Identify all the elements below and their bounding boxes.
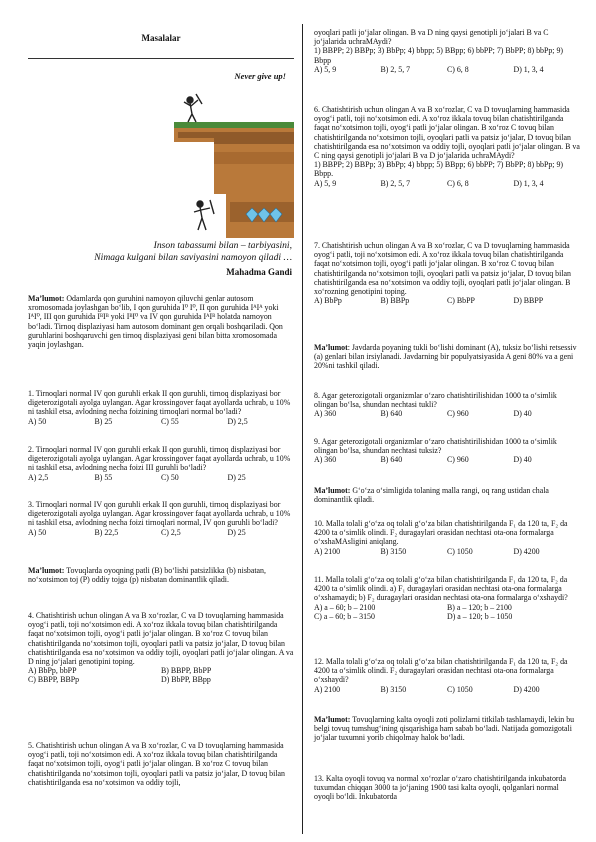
question-text: 1. Tirnoqlari normal IV qon guruhli erkak II qon guruhli, tirnoq displaziyasi bor digeterozigotali ayolga uylangan. Agar krossingover faqat ayollarda uchrab, u 10% ni tashkil etsa, avlodning necha foizining tirnoqlari normal bo‘ladi? [28, 389, 291, 417]
answer-options [314, 65, 580, 74]
option-b: B) 3150 [380, 546, 407, 556]
column-divider [302, 24, 303, 834]
option-c: C) BBPP, BBPp [28, 675, 80, 685]
option-b: B) 2, 5, 7 [380, 64, 411, 74]
option-b: B) 55 [94, 472, 113, 482]
option-a: A) 360 [314, 409, 337, 419]
answer-options [314, 547, 580, 556]
answer-options [28, 528, 294, 537]
option-c: C) 6, 8 [447, 178, 469, 188]
option-c: C) BbPP [447, 296, 475, 306]
option-a: A) 5, 9 [314, 64, 337, 74]
question-text: 6. Chatishtirish uchun olingan A va B xo‘rozlar, C va D tovuqlarning hammasida oyog‘i patli, toji no‘xotsimon edi. A xo‘roz ikkala tovuq bilan chatishtirilganda faqat no‘xotsimon tojli, oyog‘i patli jo‘jalar olingan. B xo‘roz C tovuq bilan chatishtirilganda no‘xotsimon tojli, oyoqlari patli va patsiz jo‘jalar, D tovuq bilan chatishtirilganda esa no‘xotsimon va oddiy tojli, oyoqlari patli jo‘jalar olingan. B va C ning qaysi genotipli jo‘jalari B va D jo‘jalarida uchraMAydi? [314, 105, 580, 161]
page-title: Masalalar [141, 33, 181, 43]
option-d: D) BBPP [513, 296, 544, 306]
quote-author: Mahadma Gandi [226, 267, 292, 277]
option-b: B) 2, 5, 7 [380, 178, 411, 188]
genotype-list: 1) BBPP; 2) BBPp; 3) BbPp; 4) bbpp; 5) BBpp; 6) bbPP; 7) BbPP; 8) bbPp; 9) Bbpp. [314, 160, 564, 179]
info-block-short-legs [314, 715, 580, 743]
option-d: D) 1, 3, 4 [513, 178, 544, 188]
question-5-continued [314, 28, 580, 74]
answer-options [314, 409, 580, 418]
info-text: G‘o‘za o‘simligida tolaning malla rangi, oq rang ustidan chala dominantlik qiladi. [314, 486, 549, 505]
option-a: A) 50 [28, 527, 47, 537]
option-c: C) 2,5 [161, 527, 181, 537]
option-d: D) 25 [227, 472, 246, 482]
question-text: 7. Chatishtirish uchun olingan A va B xo‘rozlar, C va D tovuqlarning hammasida oyog‘i patli, toji no‘xotsimon edi. A xo‘roz ikkala tovuq bilan chatishtirilganda faqat no‘xotsimon tojli, oyog‘i patli jo‘jalar olingan. B xo‘roz C tovuq bilan chatishtirilganda no‘xotsimon tojli, oyoqlari patli va patsiz jo‘jalar, D tovuq bilan chatishtirilganda esa no‘xotsimon va oddiy tojli, oyoqlari patli jo‘jalar olingan. B xo‘rozning genotipini toping. [314, 241, 571, 297]
question-text: 8. Agar geterozigotali organizmlar o‘zaro chatishtirilishidan 1000 ta o‘simlik olingan bo‘lsa, shundan nechtasi tukli? [314, 391, 557, 410]
genotype-list: 1) BBPP; 2) BBPp; 3) BbPp; 4) bbpp; 5) BBpp; 6) bbPP; 7) BbPP; 8) bbPp; 9) Bbpp [314, 46, 564, 65]
option-d: D) BbPP, BBpp [161, 675, 211, 685]
option-a: A) 50 [28, 416, 47, 426]
question-12 [314, 657, 580, 694]
option-b: B) 3150 [380, 684, 407, 694]
answer-options [314, 685, 580, 694]
quote-line-2: Nimaga kulgani bilan saviyasini namoyon qiladi … [94, 251, 292, 263]
option-b: B) BBPP, BbPP [161, 666, 212, 676]
option-b: B) BBPp [380, 296, 410, 306]
option-c: C) 1050 [447, 684, 473, 694]
question-text: 11. Malla tolali g‘o‘za oq tolali g‘o‘za bilan chatishtirilganda F₁ da 120 ta, F₂ da 4200 ta o‘simlik olindi. a) F₁ duragaylari orasidan nechtasi ota-ona formalarga o‘xshamaydi; b) F₂ duragaylari orasidan nechtasi ota-ona formalarga o‘xshaydi? [314, 575, 568, 603]
info-text: Tovuqlarning kalta oyoqli zoti polizlarni titkilab tashlamaydi, lekin bu belgi tovuq tumshug‘ining qisqarishiga ham sabab bo‘ladi. Natijada gomozigotali jo‘jalar tuxumni yorib chiqolmay halok bo‘ladi. [314, 715, 575, 743]
info-text: Tovuqlarda oyoqning patli (B) bo‘lishi patsizlikka (b) nisbatan, no‘xotsimon toj (P) oddiy tojga (p) nisbatan dominantlik qiladi. [28, 566, 266, 585]
option-a: A) 360 [314, 455, 337, 465]
question-text: 9. Agar geterozigotali organizmlar o‘zaro chatishtirilishidan 1000 ta o‘simlik olingan bo‘lsa, shundan nechtasi tuksiz? [314, 437, 557, 456]
option-c: C) 6, 8 [447, 64, 469, 74]
question-10 [314, 519, 580, 556]
answer-options [314, 179, 580, 188]
info-label: Ma’lumot [314, 343, 348, 352]
question-text: 10. Malla tolali g‘o‘za oq tolali g‘o‘za bilan chatishtirilganda F₁ da 120 ta, F₂ da 4200 ta o‘simlik olindi. F₂ duragaylari orasidan nechtasi ota-ona formalarga o‘xshaMAsligini aniqlang. [314, 519, 568, 547]
answer-options [314, 603, 580, 621]
option-a: A) BbPp, bbPP [28, 666, 77, 676]
question-text: 4. Chatishtirish uchun olingan A va B xo‘rozlar, C va D tovuqlarning hammasida oyog‘i patli, toji no‘xotsimon edi. A xo‘roz ikkala tovuq bilan chatishtirilganda faqat no‘xotsimon tojli, oyog‘i patli jo‘jalar olingan. B xo‘roz C tovuq bilan chatishtirilganda no‘xotsimon tojli, oyoqlari patli va patsiz jo‘jalar, D tovuq bilan chatishtirilganda esa no‘xotsimon va oddiy tojli, oyoqlari patli jo‘jalar olingan. A va D ning jo‘jalari genotipini toping. [28, 611, 294, 667]
option-d: D) 40 [513, 455, 532, 465]
question-8 [314, 391, 580, 419]
answer-options [314, 455, 580, 464]
info-block-chickens [28, 566, 294, 584]
option-b: B) 640 [380, 409, 403, 419]
option-d: D) 2,5 [227, 416, 248, 426]
info-label: Ma’lumot: [314, 486, 351, 495]
option-c: C) 55 [161, 416, 179, 426]
option-d: D) 4200 [513, 684, 540, 694]
option-d: D) 4200 [513, 546, 540, 556]
question-5 [28, 741, 294, 787]
answer-options [28, 417, 294, 426]
info-block-rye [314, 343, 580, 371]
answer-options [28, 666, 294, 684]
info-label: Ma’lumot: [314, 715, 351, 724]
option-a: A) 2100 [314, 546, 341, 556]
miner-illustration [134, 82, 294, 238]
question-3 [28, 500, 294, 537]
question-11 [314, 575, 580, 621]
info-text: : Javdarda poyaning tukli bo‘lishi dominant (A), tuksiz bo‘lishi retsessiv (a) genlari bilan irsiylanadi. Javdarning bir populyatsiyasida A geni 80% va a geni 20%ni tashkil qiladi. [314, 343, 577, 371]
option-a: A) a – 60; b – 2100 [314, 602, 376, 612]
info-label: Ma’lumot: [28, 294, 65, 303]
option-b: B) 640 [380, 455, 403, 465]
answer-options [28, 473, 294, 482]
question-6 [314, 105, 580, 188]
option-a: A) 5, 9 [314, 178, 337, 188]
question-7 [314, 241, 580, 305]
question-4 [28, 611, 294, 685]
info-block-blood-groups [28, 294, 294, 349]
question-text: 12. Malla tolali g‘o‘za oq tolali g‘o‘za bilan chatishtirilganda F₁ da 120 ta, F₂ da 4200 ta o‘simlik olindi. F₂ duragaylari orasidan nechtasi ota-ona formalarga o‘xshaydi? [314, 657, 568, 685]
option-c: C) 960 [447, 455, 469, 465]
option-a: A) 2,5 [28, 472, 49, 482]
question-text: oyoqlari patli jo‘jalar olingan. B va D ning qaysi genotipli jo‘jalari B va C jo‘jalarida uchraMAydi? [314, 28, 549, 47]
option-a: A) 2100 [314, 684, 341, 694]
question-text: 5. Chatishtirish uchun olingan A va B xo‘rozlar, C va D tovuqlarning hammasida oyog‘i patli, toji no‘xotsimon edi. A xo‘roz ikkala tovuq bilan chatishtirilganda faqat no‘xotsimon tojli, oyog‘i patli jo‘jalar olingan. B xo‘roz C tovuq bilan chatishtirilganda no‘xotsimon tojli, oyoqlari patli va patsiz jo‘jalar, D tovuq bilan chatishtirilganda esa no‘xotsimon va oddiy tojli, [28, 741, 285, 787]
question-13 [314, 774, 580, 802]
info-block-cotton [314, 486, 580, 504]
option-d: D) 1, 3, 4 [513, 64, 544, 74]
option-d: D) a – 120; b – 1050 [447, 611, 513, 621]
option-c: C) 960 [447, 409, 469, 419]
option-d: D) 40 [513, 409, 532, 419]
option-b: B) 25 [94, 416, 113, 426]
option-c: C) 1050 [447, 546, 473, 556]
option-b: B) 22,5 [94, 527, 119, 537]
question-text: 13. Kalta oyoqli tovuq va normal xo‘rozlar o‘zaro chatishtirilganda inkubatorda tuxumdan chiqqan 3000 ta jo‘janing 1900 tasi kalta oyoqli, qolganlari normal oyoqli bo‘ldi. Inkubatorda [314, 774, 566, 802]
option-c: C) 50 [161, 472, 179, 482]
question-9 [314, 437, 580, 465]
info-text: Odamlarda qon guruhini namoyon qiluvchi genlar autosom xromosomada joylashgan bo‘lib, I qon guruhida I⁰ I⁰, II qon guruhida IᴬIᴬ yoki IᴬI⁰, III qon guruhida IᴮIᴮ yoki IᴮI⁰ va IV qon guruhida IᴬIᴮ holatda namoyon bo‘ladi. Tirnoq displaziyasi ham autosom dominant gen orqali boshqariladi. Qon guruhlarini boshqaruvchi gen tirnoq displaziyasi geni bilan bitta xromosomada yaqin joylashgan. [28, 294, 283, 350]
option-c: C) a – 60; b – 3150 [314, 611, 375, 621]
title-divider [28, 58, 294, 59]
question-2 [28, 445, 294, 482]
option-b: B) a – 120; b – 2100 [447, 602, 512, 612]
option-d: D) 25 [227, 527, 246, 537]
info-label: Ma’lumot: [28, 566, 65, 575]
answer-options [314, 296, 580, 305]
question-1 [28, 389, 294, 426]
motto: Never give up! [234, 71, 286, 81]
quote-line-1: Inson tabassumi bilan – tarbiyasini, [153, 240, 292, 251]
question-text: 3. Tirnoqlari normal IV qon guruhli erkak II qon guruhli, tirnoq displaziyasi bor digeterozigotali ayolga uylangan. Agar krossingover faqat ayollarda uchrab, u 10% ni tashkil etsa, avlodning necha foizi tirnoqlari normal, IV qon guruhli bo‘ladi? [28, 500, 291, 528]
option-a: A) BbPp [314, 296, 342, 306]
quote-block [26, 240, 292, 263]
question-text: 2. Tirnoqlari normal IV qon guruhli erkak II qon guruhli, tirnoq displaziyasi bor digeterozigotali ayolga uylangan. Agar krossingover faqat ayollarda uchrab, u 10% ni tashkil etsa, avlodning necha foizi III guruhli bo‘ladi? [28, 445, 291, 473]
